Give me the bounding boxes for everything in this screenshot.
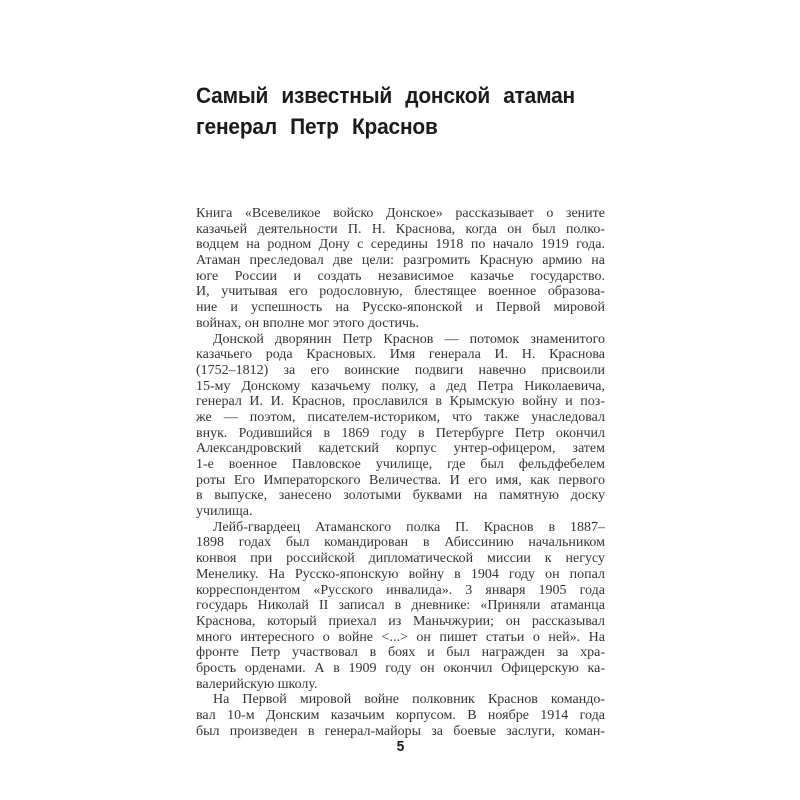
paragraph: Книга «Всевеликое войско Донское» рассказывает о зените казачьей деятельности П. Н. Краснова, когда он был полко- водцем на родном Дону с середины 1918 по начало 1919 года. Атаман преследовал две цели: разгромить Красную армию на юге России и создать независимое казачье государство. И, учитывая его родословную, блестящее военное образова- ние и успешность на Русско-японской и Первой мировой войнах, он вполне мог этого достичь. [196,206,605,331]
paragraph: Лейб-гвардеец Атаманского полка П. Краснов в 1887– 1898 годах был командирован в Абиссинию начальником конвоя при российской дипломатической миссии к негусу Менелику. На Русско-японскую войну в 1904 году он попал корреспондентом «Русского инвалида». 3 января 1905 года государь Николай II записал в дневнике: «Приняли атаманца Краснова, который приехал из Маньчжурии; он рассказывал много интересного о войне <...> он пишет статьи о ней». На фронте Петр участвовал в боях и был награжден за хра- брость орденами. А в 1909 году он окончил Офицерскую ка- валерийскую школу. [196,519,605,692]
paragraph: На Первой мировой войне полковник Краснов командо- вал 10-м Донским казачьим корпусом. В ноябре 1914 года был произведен в генерал-майоры за боевые заслуги, коман- [196,692,605,739]
chapter-title-line: Самый известный донской атаман [196,83,575,108]
paragraph: Донской дворянин Петр Краснов — потомок знаменитого казачьего рода Красновых. Имя генерала И. Н. Краснова (1752–1812) за его воинские подвиги навечно присвоили 15-му Донскому казачьему полку, а дед Петра Николаевича, генерал И. И. Краснов, прославился в Крымскую войну и поз- же — поэтом, писателем-историком, что также унаследовал внук. Родившийся в 1869 году в Петербурге Петр окончил Александровский кадетский корпус унтер-офицером, затем 1-е военное Павловское училище, где был фельдфебелем роты Его Императорского Величества. И его имя, как первого в выпуске, занесено золотыми буквами на памятную доску училища. [196,331,605,520]
chapter-title [196,80,616,142]
page-number: 5 [396,738,405,755]
chapter-title-line: генерал Петр Краснов [196,114,438,139]
body-text [196,206,605,739]
